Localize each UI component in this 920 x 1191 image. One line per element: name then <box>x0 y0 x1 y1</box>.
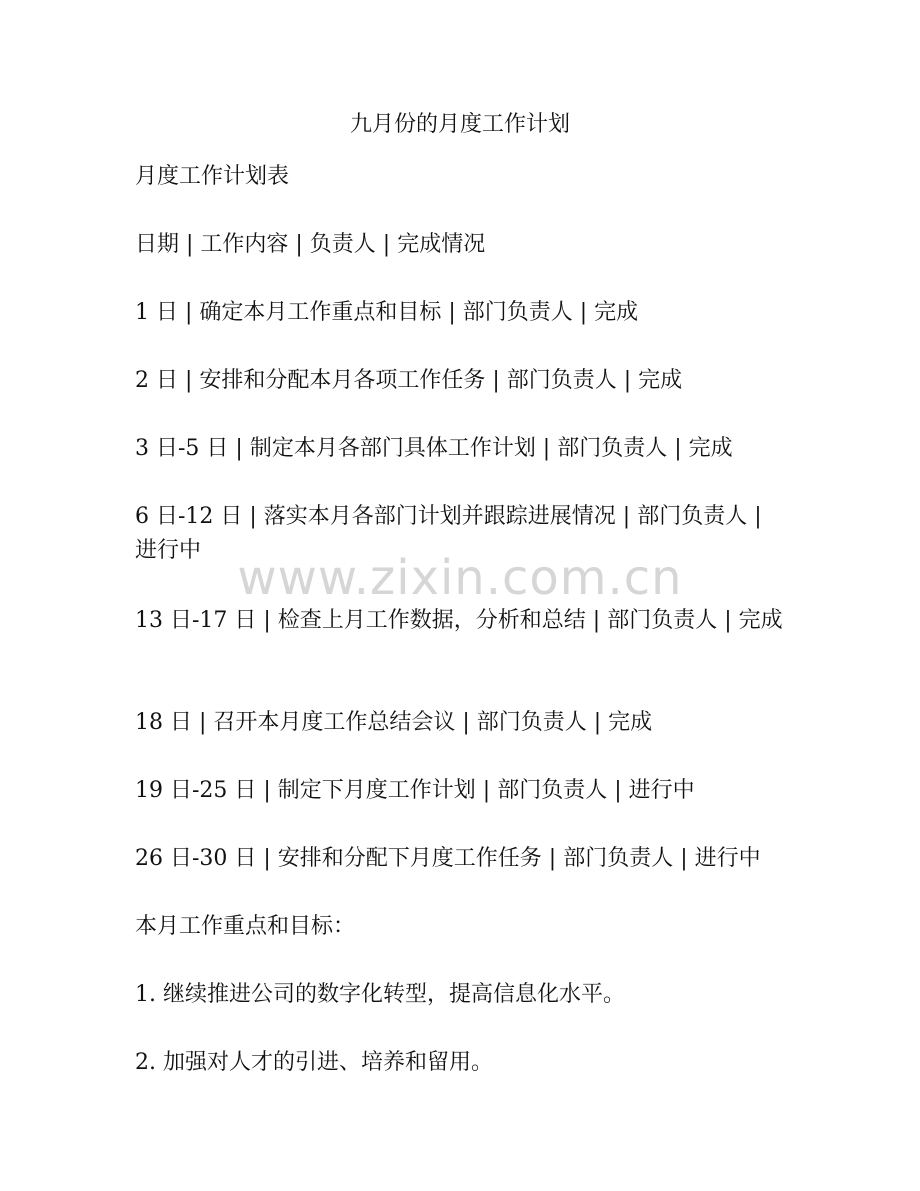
table-row: 3 日-5 日 | 制定本月各部门具体工作计划 | 部门负责人 | 完成 <box>135 436 733 461</box>
goals-heading: 本月工作重点和目标： <box>135 914 356 939</box>
goal-item: 2. 加强对人才的引进、培养和留用。 <box>135 1050 493 1075</box>
table-row: 18 日 | 召开本月度工作总结会议 | 部门负责人 | 完成 <box>135 710 653 735</box>
section-heading: 月度工作计划表 <box>135 164 290 189</box>
table-header: 日期 | 工作内容 | 负责人 | 完成情况 <box>135 232 486 257</box>
table-row: 26 日-30 日 | 安排和分配下月度工作任务 | 部门负责人 | 进行中 <box>135 846 761 871</box>
document-title: 九月份的月度工作计划 <box>349 112 570 137</box>
table-row: 6 日-12 日 | 落实本月各部门计划并跟踪进展情况 | 部门负责人 | 进行中 <box>135 504 762 563</box>
table-row: 2 日 | 安排和分配本月各项工作任务 | 部门负责人 | 完成 <box>135 368 683 393</box>
table-row: 19 日-25 日 | 制定下月度工作计划 | 部门负责人 | 进行中 <box>135 778 695 803</box>
goal-item: 1. 继续推进公司的数字化转型，提高信息化水平。 <box>135 982 625 1007</box>
table-row: 13 日-17 日 | 检查上月工作数据，分析和总结 | 部门负责人 | 完成 <box>135 608 783 633</box>
watermark: www.zixin.com.cn <box>237 550 683 606</box>
table-row: 1 日 | 确定本月工作重点和目标 | 部门负责人 | 完成 <box>135 300 639 325</box>
